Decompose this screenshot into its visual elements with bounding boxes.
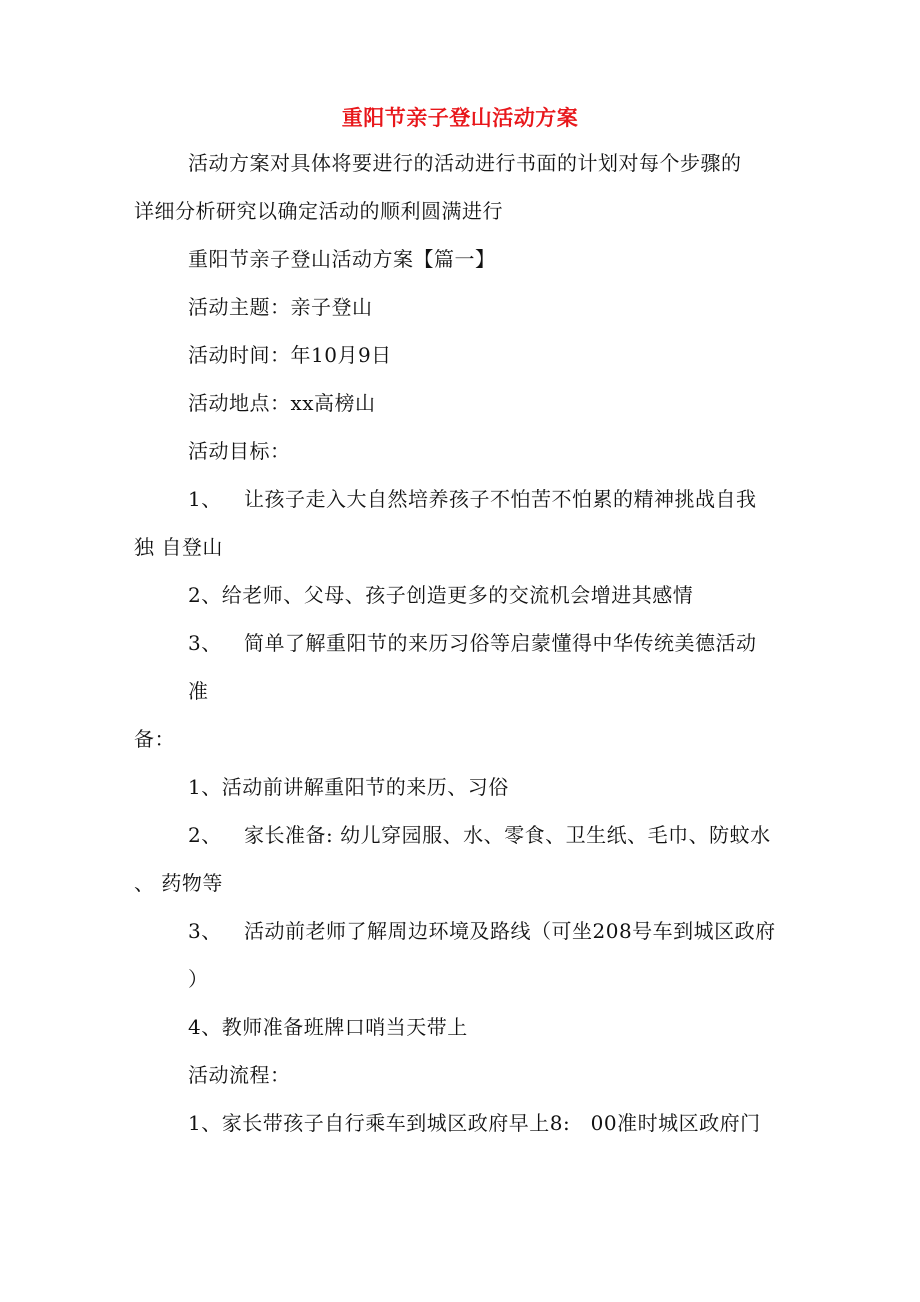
prep-3-text: 活动前老师了解周边环境及路线（可坐208号车到城区政府	[244, 919, 776, 943]
prep-2-text: 家长准备: 幼儿穿园服、水、零食、卫生纸、毛巾、防蚊水	[244, 823, 771, 847]
prep-label: 备：	[134, 727, 175, 751]
goal-3-continued: 准	[188, 679, 209, 703]
prep-3	[188, 918, 776, 944]
intro-line-2: 详细分析研究以确定活动的顺利圆满进行	[134, 199, 503, 223]
prep-4: 4、教师准备班牌口哨当天带上	[188, 1015, 468, 1039]
goals-label: 活动目标：	[188, 439, 291, 463]
prep-2-number: 2、	[188, 823, 222, 847]
prep-2	[188, 822, 771, 848]
flow-1: 1、家长带孩子自行乘车到城区政府早上8: 00准时城区政府门	[188, 1111, 761, 1135]
goal-1	[188, 486, 757, 512]
activity-theme: 活动主题：亲子登山	[188, 295, 373, 319]
goal-1-text: 让孩子走入大自然培养孩子不怕苦不怕累的精神挑战自我	[244, 487, 757, 511]
prep-3-continued: ）	[188, 967, 209, 991]
section-heading: 重阳节亲子登山活动方案【篇一】	[188, 247, 496, 271]
prep-3-number: 3、	[188, 919, 222, 943]
goal-1-number: 1、	[188, 487, 222, 511]
flow-label: 活动流程：	[188, 1063, 291, 1087]
goal-1-continued: 独 自登山	[134, 535, 223, 559]
goal-3	[188, 630, 757, 656]
prep-1: 1、活动前讲解重阳节的来历、习俗	[188, 775, 509, 799]
activity-location: 活动地点：xx高榜山	[188, 391, 376, 415]
goal-3-text: 简单了解重阳节的来历习俗等启蒙懂得中华传统美德活动	[244, 631, 757, 655]
intro-line-1: 活动方案对具体将要进行的活动进行书面的计划对每个步骤的	[188, 151, 742, 175]
prep-2-continued: 、 药物等	[134, 871, 223, 895]
goal-2: 2、给老师、父母、孩子创造更多的交流机会增进其感情	[188, 583, 694, 607]
activity-time: 活动时间：年10月9日	[188, 343, 392, 367]
document-title: 重阳节亲子登山活动方案	[341, 105, 579, 130]
goal-3-number: 3、	[188, 631, 222, 655]
